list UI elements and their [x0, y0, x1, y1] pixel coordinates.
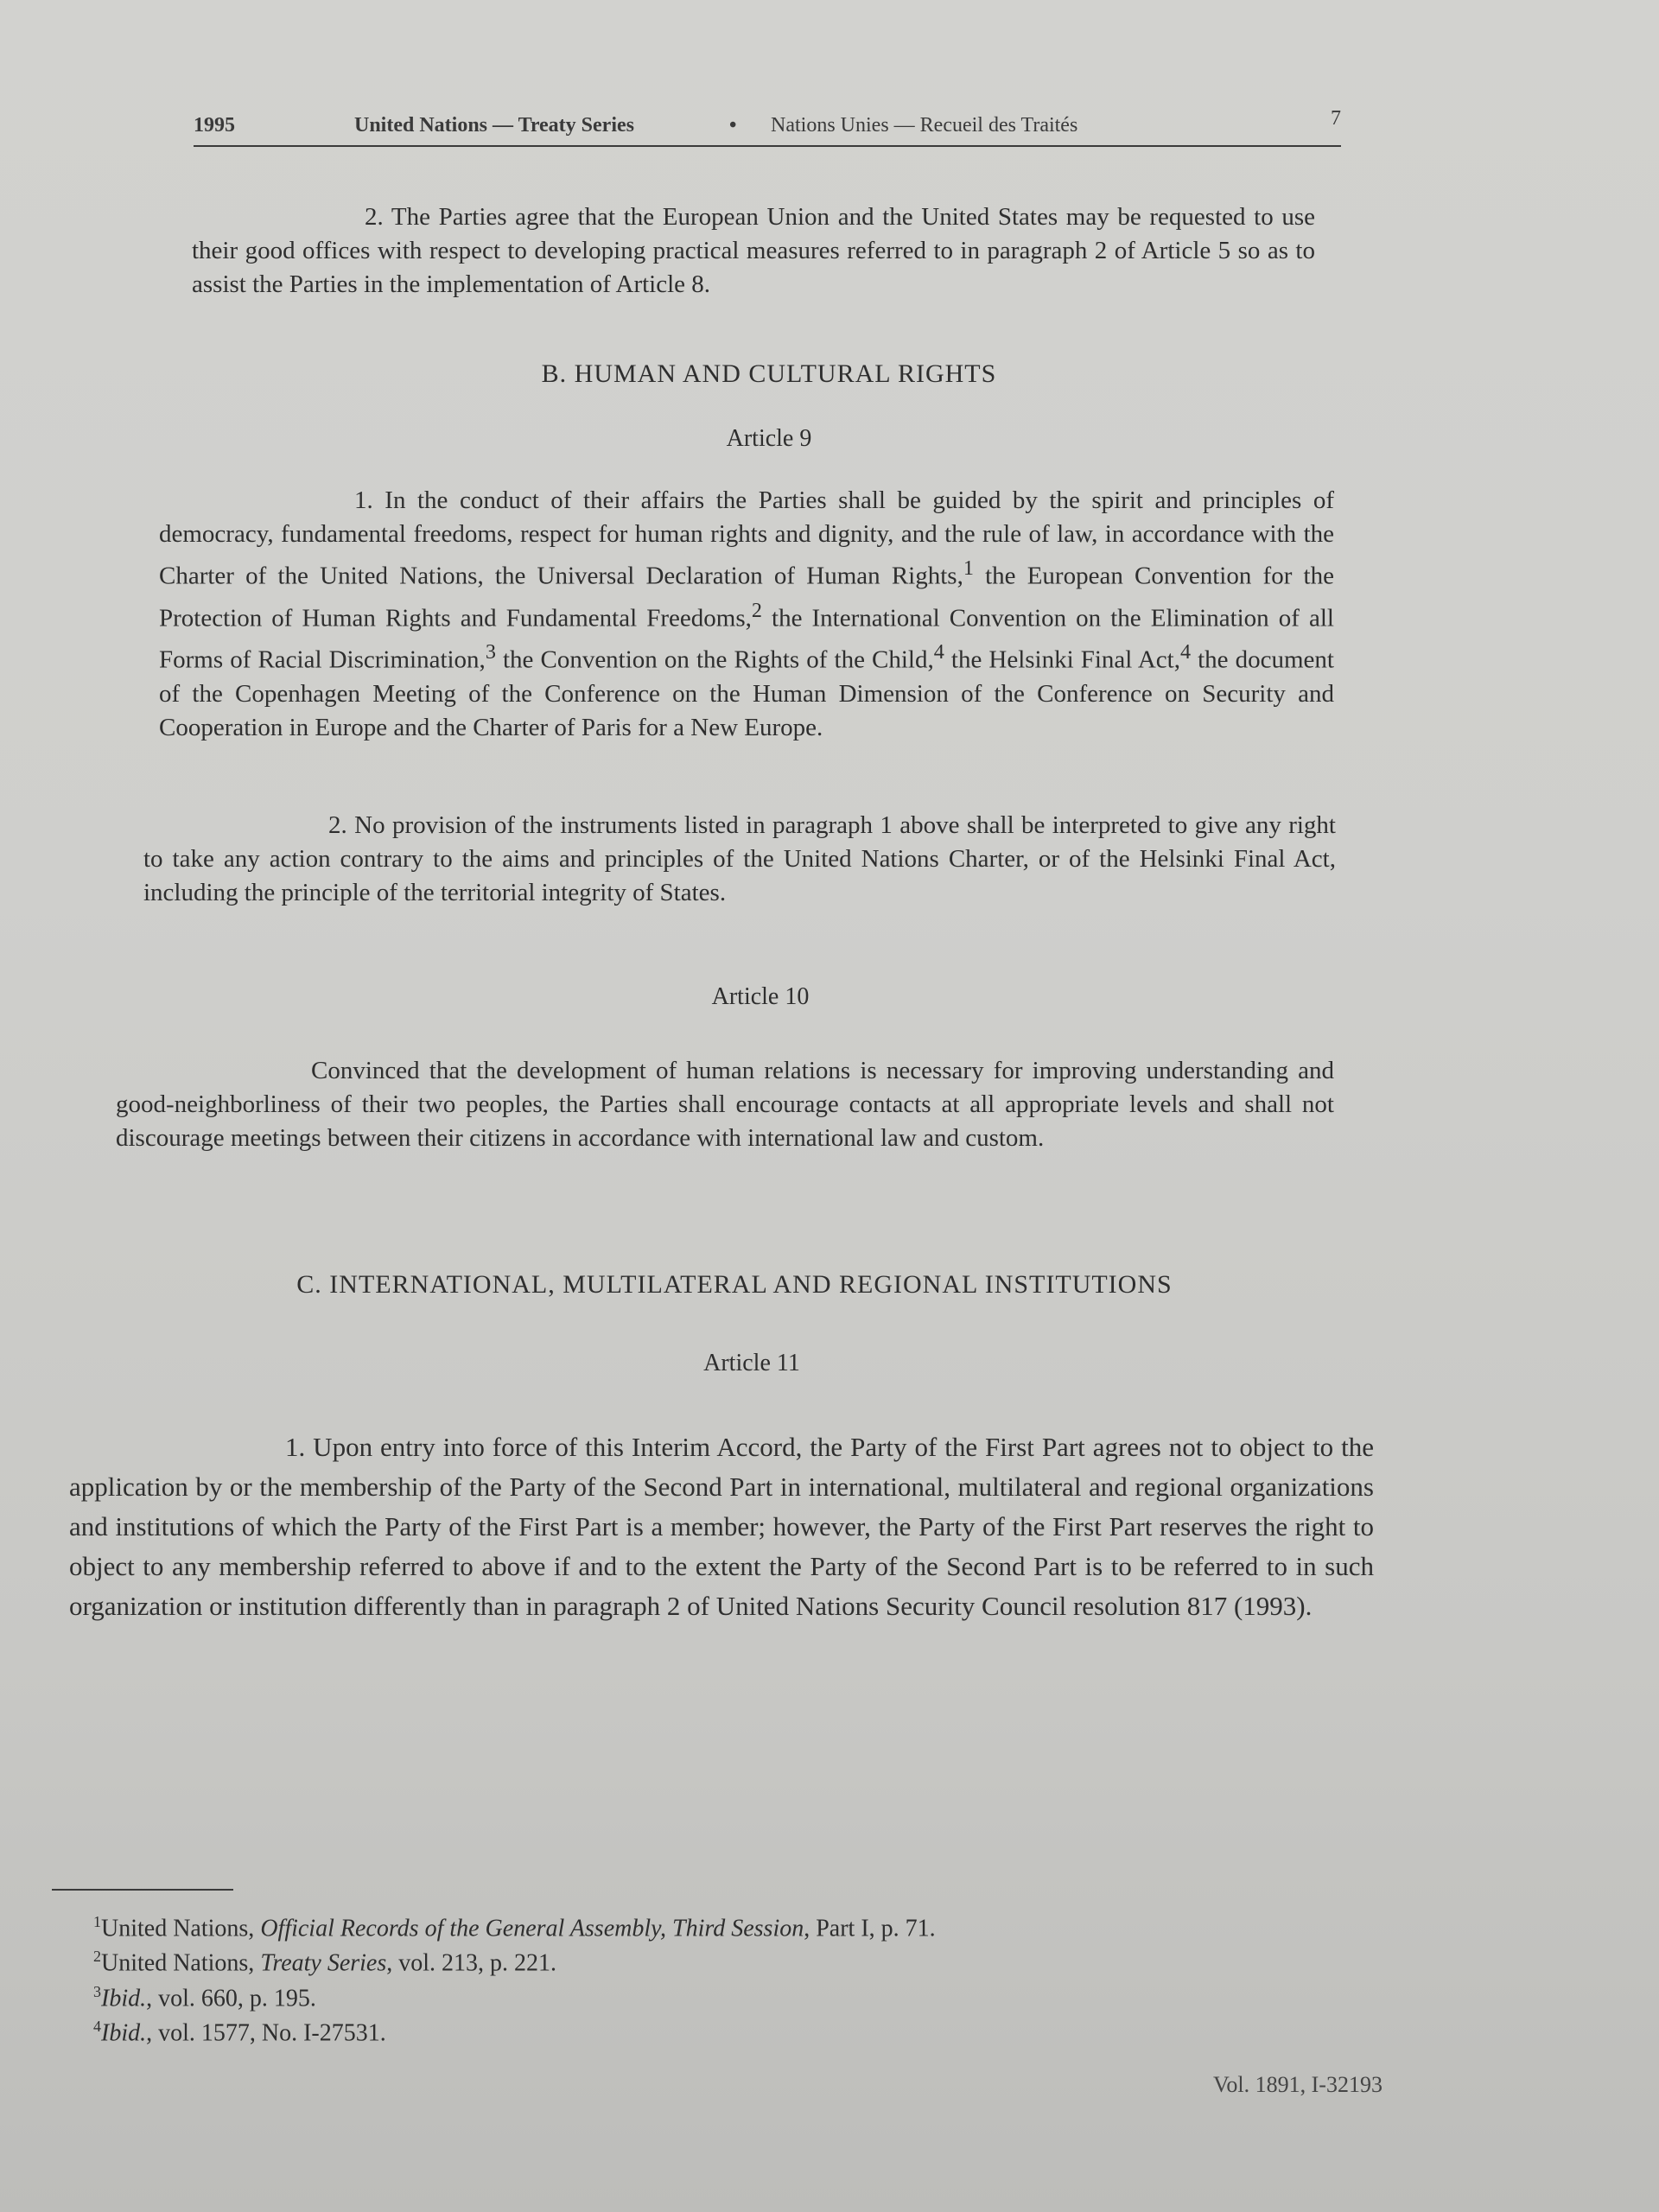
footnote-3-italic: Ibid. — [101, 1984, 147, 2012]
footnote-2 — [93, 1942, 936, 1977]
article10-title: Article 10 — [711, 983, 810, 1010]
footnotes — [93, 1908, 936, 2047]
footnote-ref-4a: 4 — [933, 640, 944, 664]
footnote-divider — [52, 1889, 233, 1891]
article11-paragraph1: 1. Upon entry into force of this Interim Accord, the Party of the First Part agrees not to object to the application by or the membership of the Party of the Second Part in international, multilateral and regional organizations and institutions of which the Party of the First Part is a member; however, the Party of the First Part reserves the right to object to any membership referred to above if and to the extent the Party of the Second Part is to be referred to in such organization or institution differently than in paragraph 2 of United Nations Security Council resolution 817 (1993). — [69, 1432, 1374, 1621]
footnote-3 — [93, 1978, 936, 2012]
footnote-2-mark: 2 — [93, 1948, 101, 1966]
footnote-2-plain: United Nations, — [101, 1949, 261, 1977]
footnote-2-tail: , vol. 213, p. 221. — [386, 1949, 557, 1977]
footnote-4-italic: Ibid. — [101, 2019, 147, 2047]
article9-title: Article 9 — [726, 425, 812, 452]
footnote-3-tail: , vol. 660, p. 195. — [146, 1984, 316, 2012]
article9-paragraph2: 2. No provision of the instruments listed in paragraph 1 above shall be interpreted to give any right to take any action contrary to the aims and principles of the United Nations Charter, or of the Helsinki Final Act, including the principle of the territorial integrity of States. — [143, 811, 1336, 906]
footnote-ref-3: 3 — [485, 640, 496, 664]
footnote-4 — [93, 2012, 936, 2047]
footnote-4-tail: , vol. 1577, No. I-27531. — [146, 2019, 386, 2047]
article10-paragraph: Convinced that the development of human relations is necessary for improving understanding and good-neighborliness of their two peoples, the Parties shall encourage contacts at all appropriate levels and shall not discourage meetings between their citizens in accordance with international law and custom. — [116, 1057, 1334, 1152]
footnote-1-tail: , Part I, p. 71. — [804, 1915, 936, 1942]
footnote-1-italic: Official Records of the General Assembly, Third Session — [260, 1915, 804, 1942]
article9-p1-text-f: the document of the Copenhagen Meeting of the Conference on the Human Dimension of the Conference on Security and Cooperation in Europe and the Charter of Paris for a New Europe. — [159, 645, 1334, 741]
footnote-1 — [93, 1908, 936, 1942]
footnote-1-plain: United Nations, — [101, 1915, 261, 1942]
article11-title: Article 11 — [703, 1350, 800, 1376]
footnote-3-mark: 3 — [93, 1982, 101, 2000]
section-b-heading: B. HUMAN AND CULTURAL RIGHTS — [541, 359, 997, 388]
footnote-2-italic: Treaty Series — [260, 1949, 387, 1977]
section-c-heading: C. INTERNATIONAL, MULTILATERAL AND REGIONAL INSTITUTIONS — [296, 1270, 1173, 1299]
article8-paragraph2: 2. The Parties agree that the European Union and the United States may be requested to use their good offices with respect to developing practical measures referred to in paragraph 2 of Article 5 so as to assist the Parties in the implementation of Article 8. — [192, 203, 1315, 298]
header-separator: • — [729, 114, 737, 137]
footnote-ref-4b: 4 — [1179, 640, 1192, 664]
footnote-ref-2: 2 — [751, 598, 762, 622]
article9-p1-text-a: 1. In the conduct of their affairs the Parties shall be guided by the spirit and principles of democracy, fundamental freedoms, respect for human rights and dignity, and the rule of law, in accordance with the Charter of the United Nations, the Universal Declaration of Human Rights, — [159, 486, 1334, 590]
article9-p1-text-c: the International Convention on the Elimination of all Forms of Racial Discrimination, — [159, 604, 1334, 674]
footnote-1-mark: 1 — [93, 1913, 101, 1930]
header-year: 1995 — [194, 114, 235, 137]
page-number: 7 — [1331, 107, 1341, 130]
volume-reference: Vol. 1891, I-32193 — [1213, 2072, 1382, 2097]
article9-p1-text-d: the Convention on the Rights of the Child, — [495, 645, 934, 674]
article9-p1-text-b: the European Convention for the Protection of Human Rights and Fundamental Freedoms, — [159, 562, 1334, 632]
running-header — [194, 109, 1341, 147]
article9-p1-text-e: the Helsinki Final Act, — [944, 645, 1180, 674]
header-english-title: United Nations — Treaty Series — [354, 114, 634, 137]
footnote-ref-1: 1 — [963, 556, 974, 580]
header-french-title: Nations Unies — Recueil des Traités — [771, 114, 1078, 137]
article9-paragraph1 — [159, 484, 1334, 745]
footnote-4-mark: 4 — [93, 2017, 101, 2035]
